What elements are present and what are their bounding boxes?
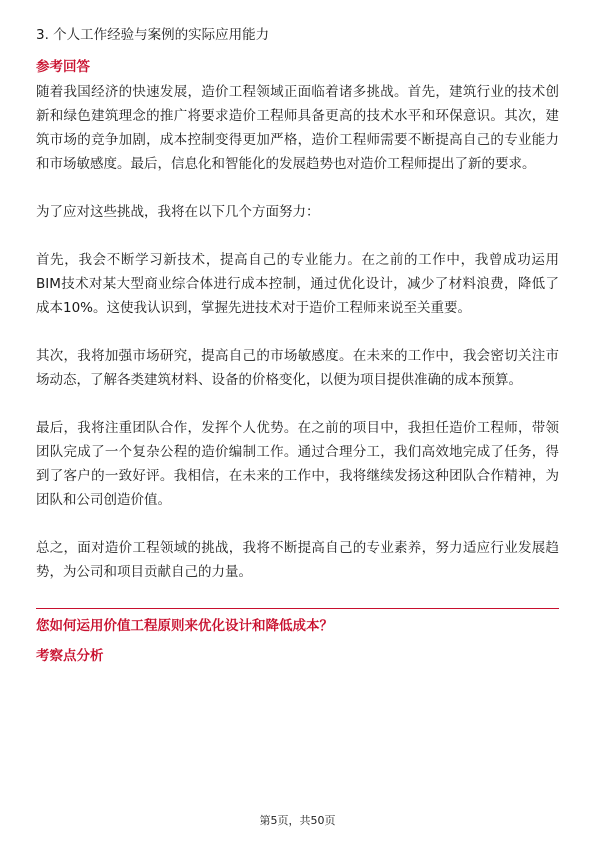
answer-paragraph-4: 其次，我将加强市场研究，提高自己的市场敏感度。在未来的工作中，我会密切关注市场动态，了解各类建筑材料、设备的价格变化，以便为项目提供准确的成本预算。 [36,348,559,388]
answer-label: 参考回答 [36,59,90,75]
document-page [36,24,559,669]
question-title: 3. 个人工作经验与案例的实际应用能力 [36,27,270,43]
next-question-title: 您如何运用价值工程原则来优化设计和降低成本？ [36,618,333,634]
page-footer: 第5页，共50页 [259,814,336,827]
answer-paragraph-3: 首先，我会不断学习新技术，提高自己的专业能力。在之前的工作中，我曾成功运用BIM技术对某大型商业综合体进行成本控制，通过优化设计，减少了材料浪费，降低了成本10%。这使我认识到，掌握先进技术对于造价工程师来说至关重要。 [36,252,559,316]
answer-paragraph-1: 随着我国经济的快速发展，造价工程领域正面临着诸多挑战。首先，建筑行业的技术创新和绿色建筑理念的推广将要求造价工程师具备更高的技术水平和环保意识。其次，建筑市场的竞争加剧，成本控制变得更加严格，造价工程师需要不断提高自己的专业能力和市场敏感度。最后，信息化和智能化的发展趋势也对造价工程师提出了新的要求。 [36,84,559,172]
answer-paragraph-5: 最后，我将注重团队合作，发挥个人优势。在之前的项目中，我担任造价工程师，带领团队完成了一个复杂公程的造价编制工作。通过合理分工，我们高效地完成了任务，得到了客户的一致好评。我相信，在未来的工作中，我将继续发扬这种团队合作精神，为团队和公司创造价值。 [36,420,559,508]
answer-paragraph-2: 为了应对这些挑战，我将在以下几个方面努力： [36,204,320,220]
next-question-section-label: 考察点分析 [36,648,104,664]
answer-paragraph-6: 总之，面对造价工程领域的挑战，我将不断提高自己的专业素养，努力适应行业发展趋势，为公司和项目贡献自己的力量。 [36,540,559,580]
section-divider [36,608,559,609]
